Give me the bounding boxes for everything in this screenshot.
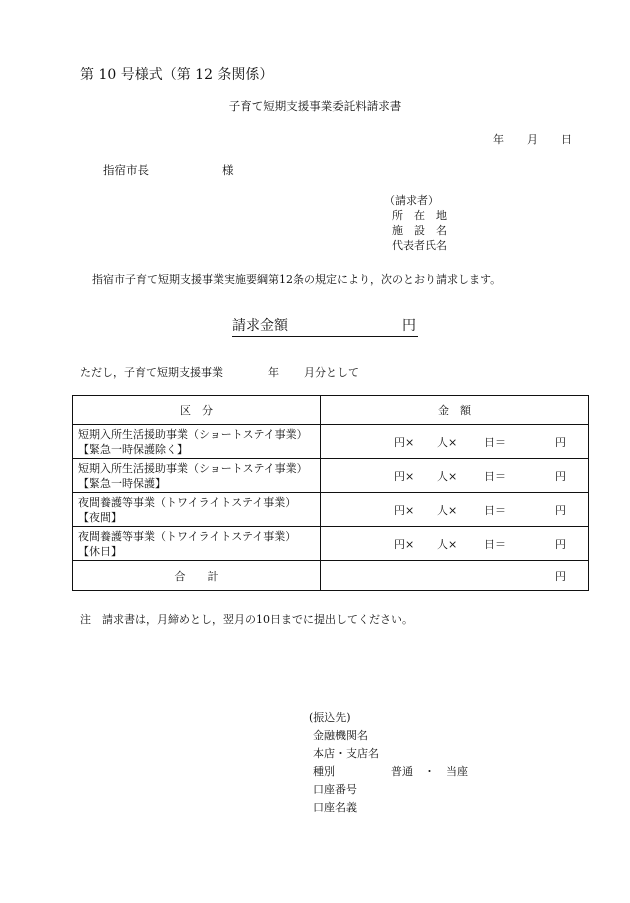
calc-days: 日＝: [484, 469, 506, 483]
request-amount-line: [232, 315, 418, 337]
bank-type-row: [309, 763, 468, 781]
bank-type-label: 種別: [313, 765, 335, 778]
calc-persons: 人×: [437, 469, 458, 483]
row-category-line2: 【休日】: [78, 544, 122, 558]
date-month-label: 月: [527, 133, 538, 146]
row-category-line1: 夜間養護等事業（トワイライトステイ事業）: [78, 529, 297, 543]
proviso-year-label: 年: [268, 366, 279, 379]
fee-table-header: [73, 396, 589, 425]
table-row: [73, 527, 589, 561]
row-category: [73, 459, 321, 493]
total-label: 合 計: [73, 561, 321, 591]
form-number: 第 10 号様式（第 12 条関係）: [80, 67, 274, 83]
row-category-line2: 【緊急一時保護】: [78, 476, 166, 490]
submission-note: 注 請求書は，月締めとし，翌月の10日までに提出してください。: [80, 613, 413, 626]
requester-address-label: 所 在 地: [392, 209, 447, 222]
row-amount: [321, 493, 589, 527]
bank-type-options: 普通 ・ 当座: [391, 765, 468, 778]
category-header: 区 分: [73, 396, 321, 425]
calc-yen-per: 円×: [394, 469, 415, 483]
bank-branch-label: 本店・支店名: [313, 747, 379, 760]
row-category-line2: 【夜間】: [78, 510, 122, 524]
total-row: [73, 561, 589, 591]
calc-yen: 円: [555, 469, 566, 483]
row-category: [73, 493, 321, 527]
requester-representative-label: 代表者氏名: [392, 239, 447, 252]
total-amount: [321, 561, 589, 591]
honorific: 様: [222, 163, 234, 177]
row-category: [73, 527, 321, 561]
request-statement: 指宿市子育て短期支援事業実施要綱第12条の規定により，次のとおり請求します。: [92, 273, 502, 286]
row-category-line1: 短期入所生活援助事業（ショートステイ事業）: [78, 427, 308, 441]
bank-institution-label: 金融機関名: [313, 729, 368, 742]
calc-days: 日＝: [484, 435, 506, 449]
calc-yen: 円: [555, 435, 566, 449]
row-category-line2: 【緊急一時保護除く】: [78, 442, 188, 456]
date-year-label: 年: [493, 133, 504, 146]
row-category-line1: 夜間養護等事業（トワイライトステイ事業）: [78, 495, 297, 509]
request-amount-unit: 円: [402, 318, 416, 334]
calc-yen: 円: [555, 503, 566, 517]
bank-account-name-label: 口座名義: [313, 801, 357, 814]
requester-facility-label: 施 設 名: [392, 224, 447, 237]
bank-heading: (振込先): [309, 711, 351, 724]
calc-yen-per: 円×: [394, 537, 415, 551]
row-amount: [321, 459, 589, 493]
calc-days: 日＝: [484, 537, 506, 551]
calc-persons: 人×: [437, 503, 458, 517]
calc-persons: 人×: [437, 435, 458, 449]
row-amount: [321, 527, 589, 561]
calc-yen-per: 円×: [394, 503, 415, 517]
total-yen: 円: [555, 569, 566, 583]
proviso-month-label: 月分として: [304, 366, 359, 379]
table-row: [73, 493, 589, 527]
table-row: [73, 459, 589, 493]
request-amount-label: 請求金額: [232, 318, 288, 334]
row-amount: [321, 425, 589, 459]
addressee: 指宿市長: [103, 163, 149, 177]
proviso-text: ただし，子育て短期支援事業: [80, 366, 223, 379]
amount-header: 金 額: [321, 396, 589, 425]
row-category: [73, 425, 321, 459]
calc-yen: 円: [555, 537, 566, 551]
document-title: 子育て短期支援事業委託料請求書: [228, 99, 402, 113]
requester-block: [384, 193, 447, 253]
bank-transfer-block: [309, 709, 468, 817]
table-row: [73, 425, 589, 459]
requester-heading: （請求者）: [384, 194, 439, 207]
bank-account-number-label: 口座番号: [313, 783, 357, 796]
calc-yen-per: 円×: [394, 435, 415, 449]
row-category-line1: 短期入所生活援助事業（ショートステイ事業）: [78, 461, 308, 475]
date-day-label: 日: [561, 133, 572, 146]
calc-persons: 人×: [437, 537, 458, 551]
calc-days: 日＝: [484, 503, 506, 517]
fee-table: [72, 395, 589, 591]
